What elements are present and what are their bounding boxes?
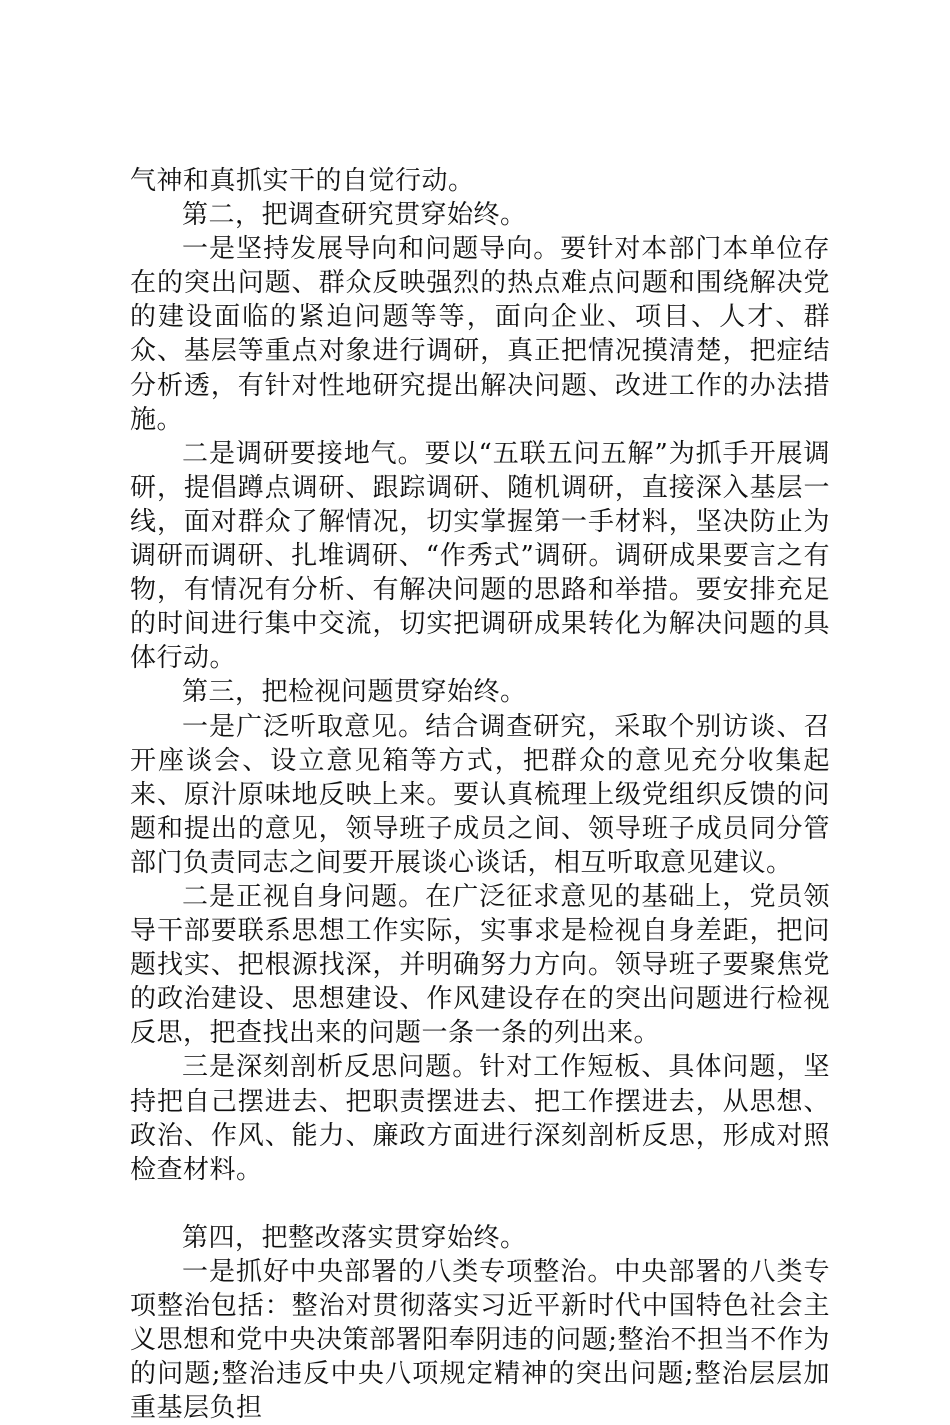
paragraph-gap	[130, 1187, 830, 1221]
paragraph-continuation: 气神和真抓实干的自觉行动。	[130, 166, 475, 196]
document-body	[130, 164, 830, 1425]
paragraph-grassroots-research: 二是调研要接地气。要以“五联五问五解”为抓手开展调研，提倡蹲点调研、跟踪调研、随机调研，直接深入基层一线，面对群众了解情况，切实掌握第一手材料，坚决防止为调研而调研、扎堆调研、“作秀式”调研。调研成果要言之有物，有情况有分析、有解决问题的思路和举措。要安排充足的时间进行集中交流，切实把调研成果转化为解决问题的具体行动。	[130, 438, 830, 674]
paragraph-listen-opinions: 一是广泛听取意见。结合调查研究，采取个别访谈、召开座谈会、设立意见箱等方式，把群众的意见充分收集起来、原汁原味地反映上来。要认真梳理上级党组织反馈的问题和提出的意见，领导班子成员之间、领导班子成员同分管部门负责同志之间要开展谈心谈话，相互听取意见建议。	[130, 711, 830, 878]
paragraph-special-rectification: 一是抓好中央部署的八类专项整治。中央部署的八类专项整治包括：整治对贯彻落实习近平新时代中国特色社会主义思想和党中央决策部署阳奉阴违的问题;整治不担当不作为的问题;整治违反中央八项规定精神的突出问题;整治层层加重基层负担	[130, 1256, 830, 1424]
section-heading-second: 第二，把调查研究贯穿始终。	[182, 200, 527, 231]
section-heading-fourth: 第四，把整改落实贯穿始终。	[182, 1222, 527, 1253]
paragraph-face-problems: 二是正视自身问题。在广泛征求意见的基础上，党员领导干部要联系思想工作实际，实事求是检视自身差距，把问题找实、把根源找深，并明确努力方向。领导班子要聚焦党的政治建设、思想建设、作风建设存在的突出问题进行检视反思，把查找出来的问题一条一条的列出来。	[130, 881, 830, 1049]
paragraph-deep-analysis: 三是深刻剖析反思问题。针对工作短板、具体问题，坚持把自己摆进去、把职责摆进去、把工作摆进去，从思想、政治、作风、能力、廉政方面进行深刻剖析反思，形成对照检查材料。	[130, 1052, 830, 1185]
section-heading-third: 第三，把检视问题贯穿始终。	[182, 677, 527, 708]
paragraph-problem-orientation: 一是坚持发展导向和问题导向。要针对本部门本单位存在的突出问题、群众反映强烈的热点难点问题和围绕解决党的建设面临的紧迫问题等等，面向企业、项目、人才、群众、基层等重点对象进行调研，真正把情况摸清楚，把症结分析透，有针对性地研究提出解决问题、改进工作的办法措施。	[130, 234, 830, 435]
